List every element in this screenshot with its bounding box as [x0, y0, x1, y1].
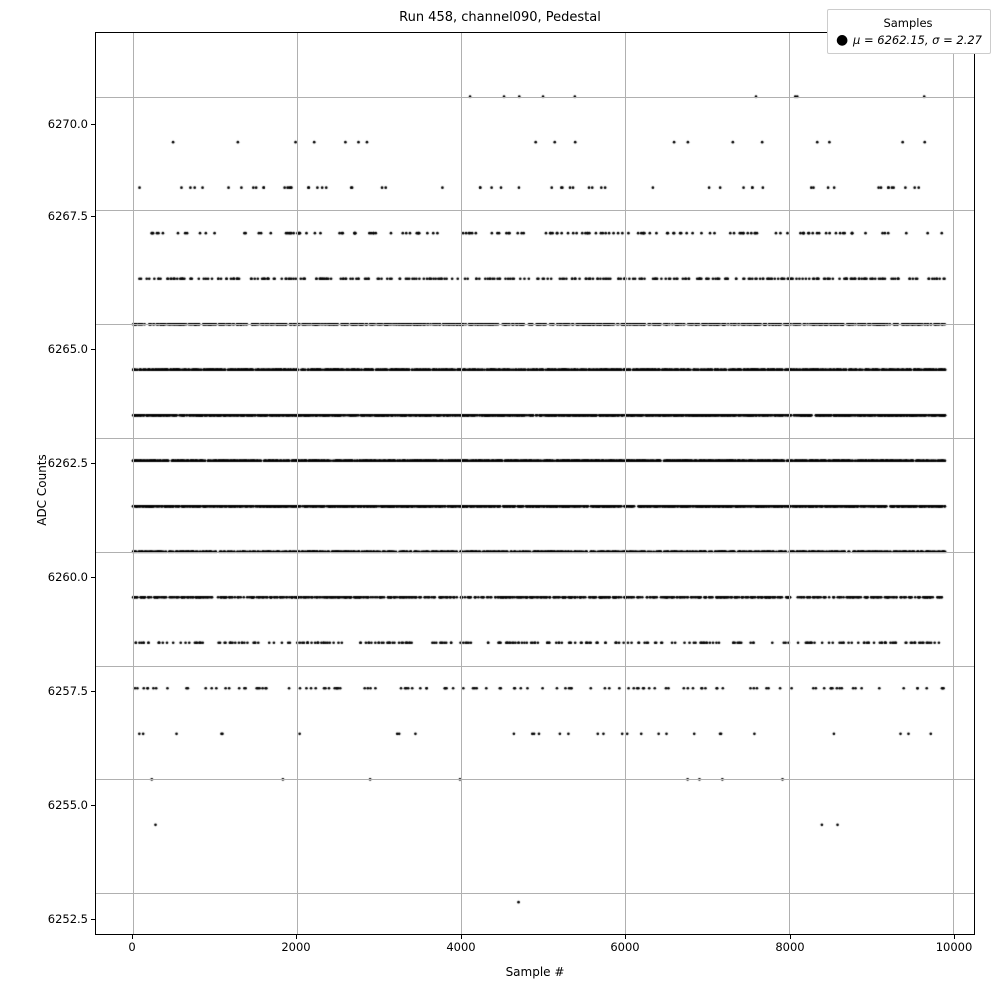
x-tick-mark: [132, 935, 133, 939]
grid-line-horizontal: [96, 97, 974, 98]
grid-line-horizontal: [96, 666, 974, 667]
y-tick-label: 6260.0: [47, 570, 88, 584]
x-tick-label: 10000: [935, 940, 973, 954]
x-axis-label: Sample #: [505, 965, 565, 979]
scatter-points: [96, 33, 974, 934]
y-tick-label: 6257.5: [47, 684, 88, 698]
y-axis-label: ADC Counts: [35, 454, 49, 526]
x-tick-mark: [625, 935, 626, 939]
grid-line-horizontal: [96, 779, 974, 780]
grid-line-vertical: [953, 33, 954, 934]
grid-line-vertical: [789, 33, 790, 934]
grid-line-horizontal: [96, 438, 974, 439]
legend-stats-label: μ = 6262.15, σ = 2.27: [853, 33, 982, 47]
x-tick-label: 0: [128, 940, 136, 954]
y-tick-label: 6267.5: [47, 209, 88, 223]
y-tick-label: 6270.0: [47, 117, 88, 131]
grid-line-horizontal: [96, 324, 974, 325]
x-tick-mark: [461, 935, 462, 939]
grid-line-horizontal: [96, 893, 974, 894]
legend: [827, 9, 991, 54]
point-marker-icon: ●: [836, 32, 849, 48]
grid-line-vertical: [625, 33, 626, 934]
x-tick-mark: [954, 935, 955, 939]
legend-title: Samples: [883, 16, 933, 30]
x-tick-label: 6000: [610, 940, 640, 954]
x-tick-label: 2000: [281, 940, 311, 954]
x-tick-mark: [790, 935, 791, 939]
grid-line-horizontal: [96, 210, 974, 211]
grid-line-vertical: [461, 33, 462, 934]
x-tick-label: 8000: [775, 940, 805, 954]
y-tick-label: 6255.0: [47, 798, 88, 812]
x-tick-label: 4000: [446, 940, 476, 954]
y-tick-label: 6262.5: [47, 456, 88, 470]
y-tick-label: 6252.5: [47, 912, 88, 926]
page-title: Run 458, channel090, Pedestal: [399, 10, 601, 25]
grid-line-horizontal: [96, 552, 974, 553]
grid-line-vertical: [133, 33, 134, 934]
y-tick-label: 6265.0: [47, 342, 88, 356]
plot-area: [95, 32, 975, 935]
x-tick-mark: [296, 935, 297, 939]
grid-line-vertical: [297, 33, 298, 934]
legend-entry: [836, 33, 982, 47]
